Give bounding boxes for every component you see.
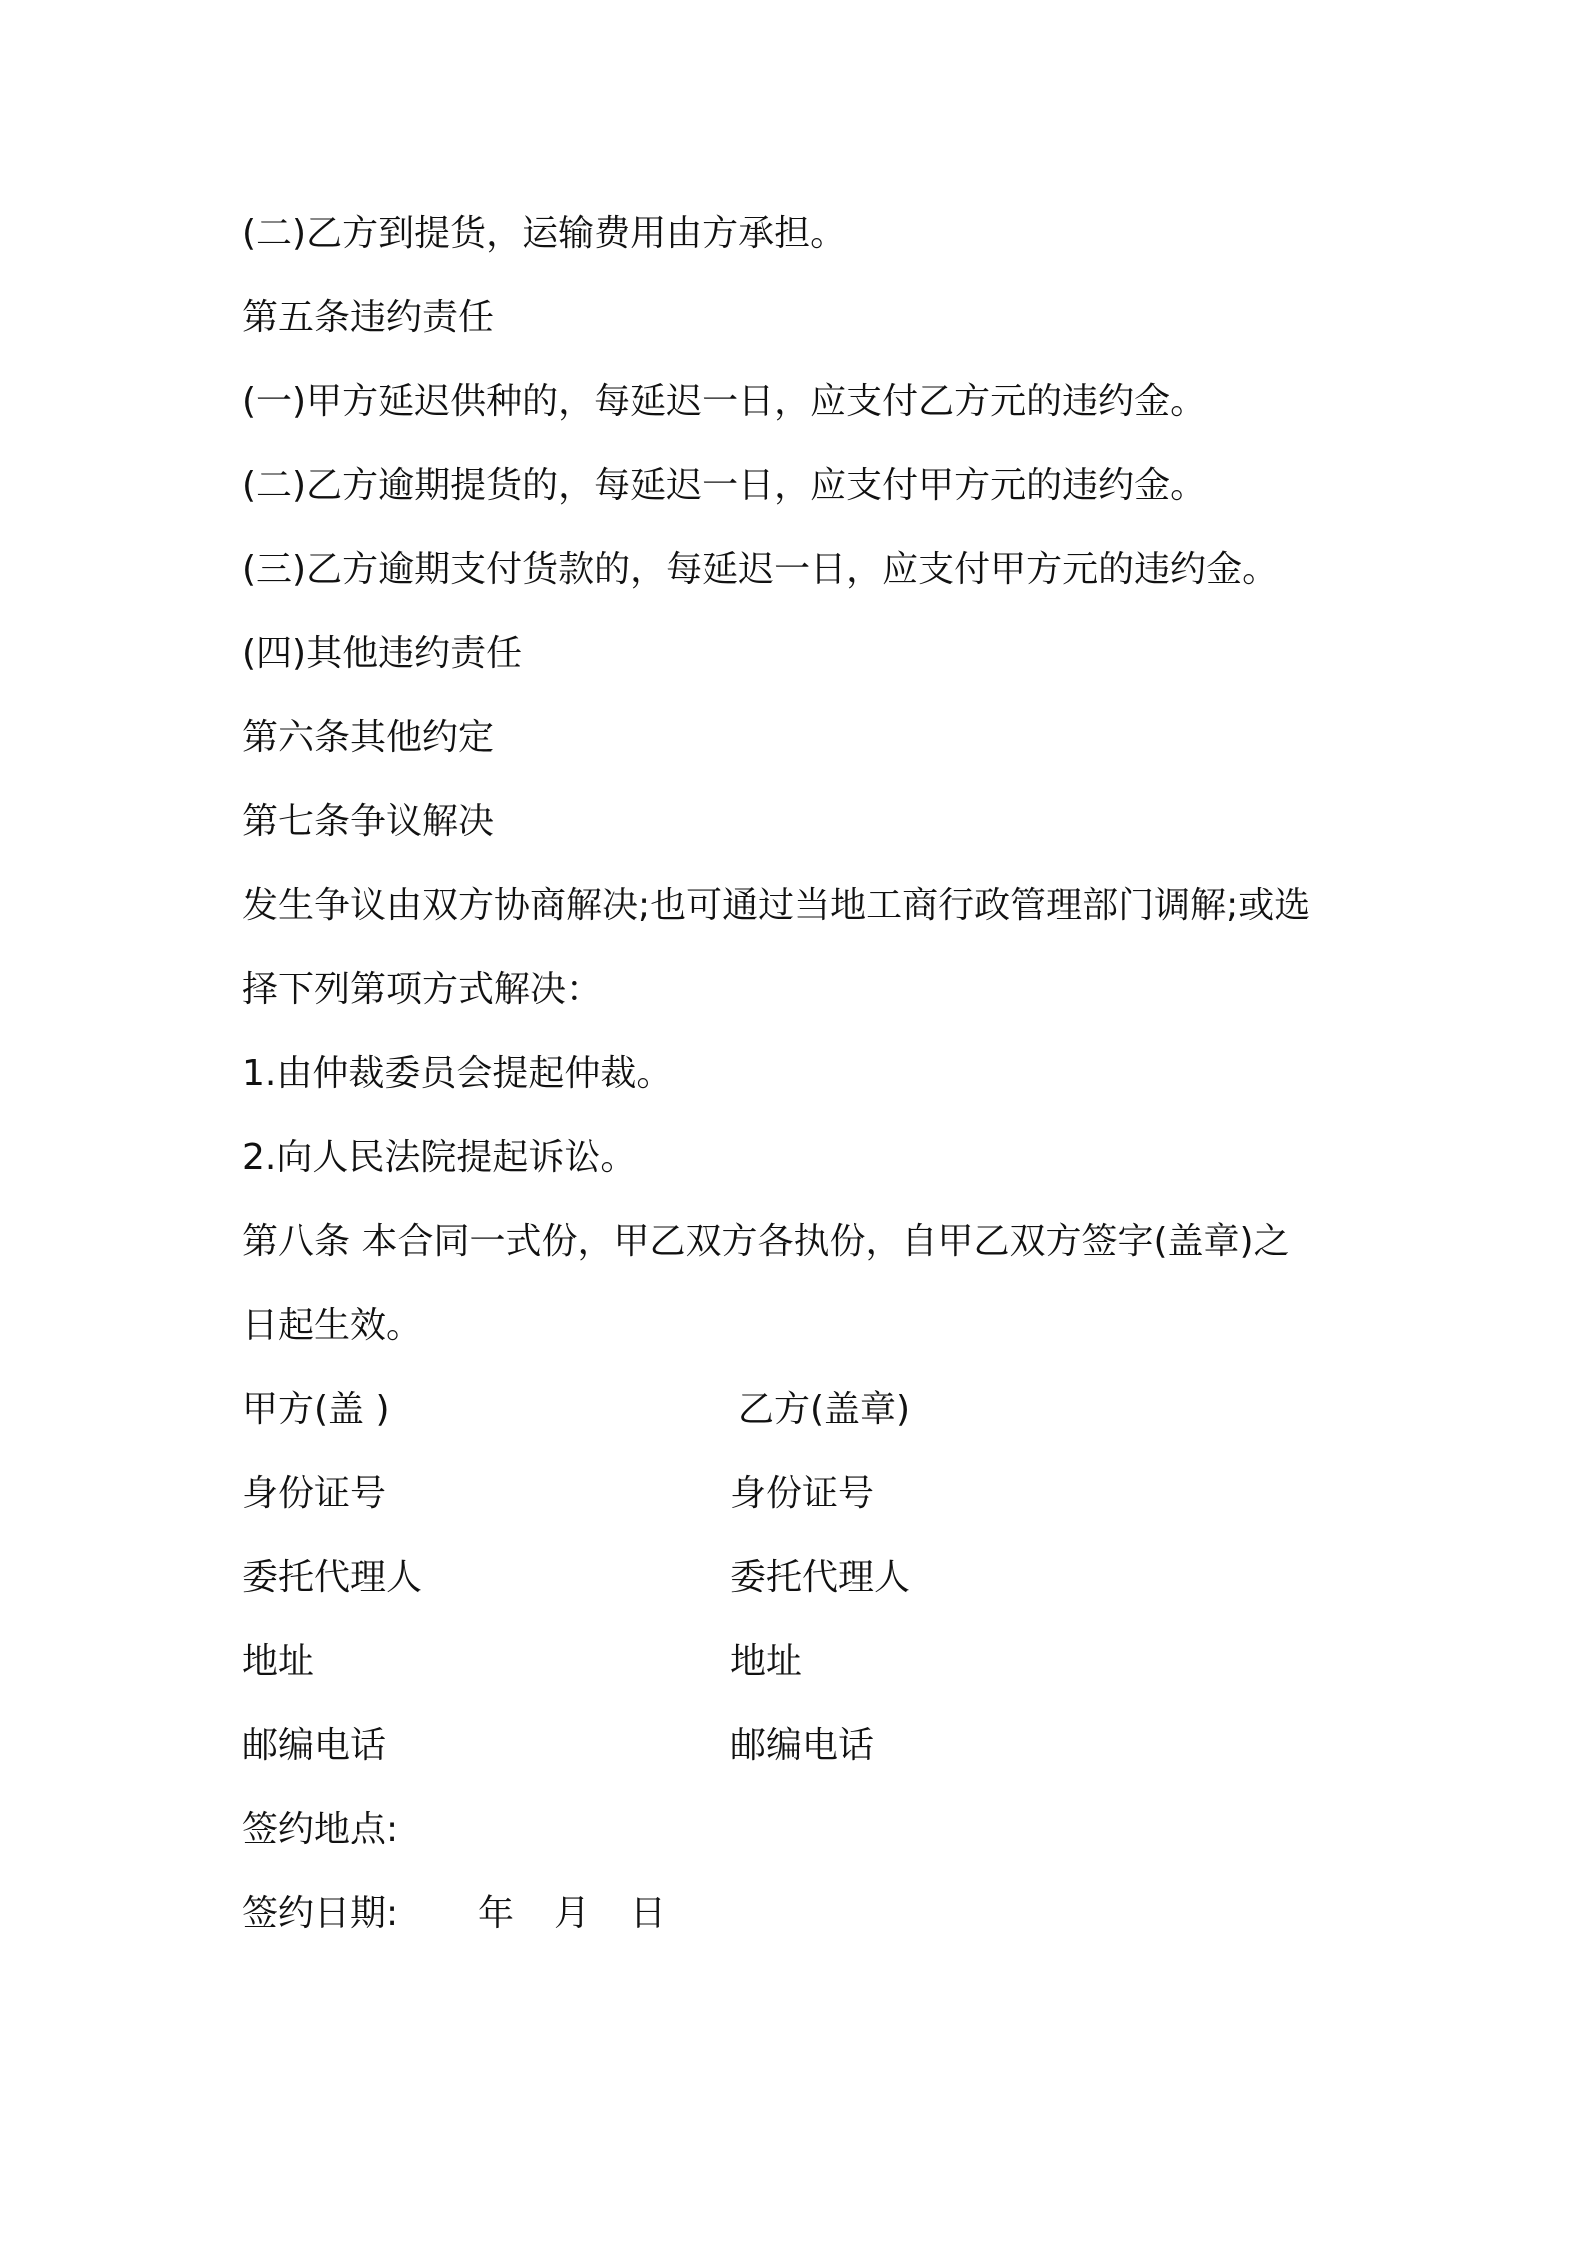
penalty-clause-2: (二)乙方逾期提货的，每延迟一日，应支付甲方元的违约金。 xyxy=(242,465,1207,506)
article-8-line-1: 第八条 本合同一式份，甲乙双方各执份，自甲乙双方签字(盖章)之 xyxy=(242,1221,1290,1262)
signing-day: 日 xyxy=(630,1893,667,1934)
party-a-id-label: 身份证号 xyxy=(242,1473,387,1514)
signing-date-label: 签约日期: xyxy=(242,1893,399,1934)
dispute-text-line-1: 发生争议由双方协商解决;也可通过当地工商行政管理部门调解;或选 xyxy=(242,885,1311,926)
contract-body xyxy=(242,192,1362,1956)
party-a-title: 甲方(盖 ) xyxy=(242,1389,390,1430)
party-a-postcode-phone-label: 邮编电话 xyxy=(242,1725,387,1766)
signature-postcode-row xyxy=(242,1704,1362,1788)
dispute-option-2: 2.向人民法院提起诉讼。 xyxy=(242,1137,637,1178)
signing-place: 签约地点: xyxy=(242,1809,399,1850)
article-5-heading: 第五条违约责任 xyxy=(242,297,495,338)
signature-title-row xyxy=(242,1368,1362,1452)
article-6-heading: 第六条其他约定 xyxy=(242,717,495,758)
party-a-agent-label: 委托代理人 xyxy=(242,1557,423,1598)
signing-month: 月 xyxy=(554,1893,591,1934)
article-7-heading: 第七条争议解决 xyxy=(242,801,495,842)
signature-address-row xyxy=(242,1620,1362,1704)
penalty-clause-1: (一)甲方延迟供种的，每延迟一日，应支付乙方元的违约金。 xyxy=(242,381,1207,422)
party-b-agent-label: 委托代理人 xyxy=(730,1557,911,1598)
signing-year: 年 xyxy=(478,1893,515,1934)
party-b-title: 乙方(盖章) xyxy=(738,1389,911,1430)
dispute-option-1: 1.由仲裁委员会提起仲裁。 xyxy=(242,1053,673,1094)
signature-id-row xyxy=(242,1452,1362,1536)
penalty-clause-4: (四)其他违约责任 xyxy=(242,633,523,674)
article-8-line-2: 日起生效。 xyxy=(242,1305,423,1346)
party-b-id-label: 身份证号 xyxy=(730,1473,875,1514)
penalty-clause-3: (三)乙方逾期支付货款的，每延迟一日，应支付甲方元的违约金。 xyxy=(242,549,1279,590)
party-b-postcode-phone-label: 邮编电话 xyxy=(730,1725,875,1766)
signature-agent-row xyxy=(242,1536,1362,1620)
delivery-clause-2: (二)乙方到提货，运输费用由方承担。 xyxy=(242,213,847,254)
signing-date-row xyxy=(242,1872,1362,1956)
party-b-address-label: 地址 xyxy=(730,1641,803,1682)
party-a-address-label: 地址 xyxy=(242,1641,315,1682)
dispute-text-line-2: 择下列第项方式解决： xyxy=(242,969,603,1010)
